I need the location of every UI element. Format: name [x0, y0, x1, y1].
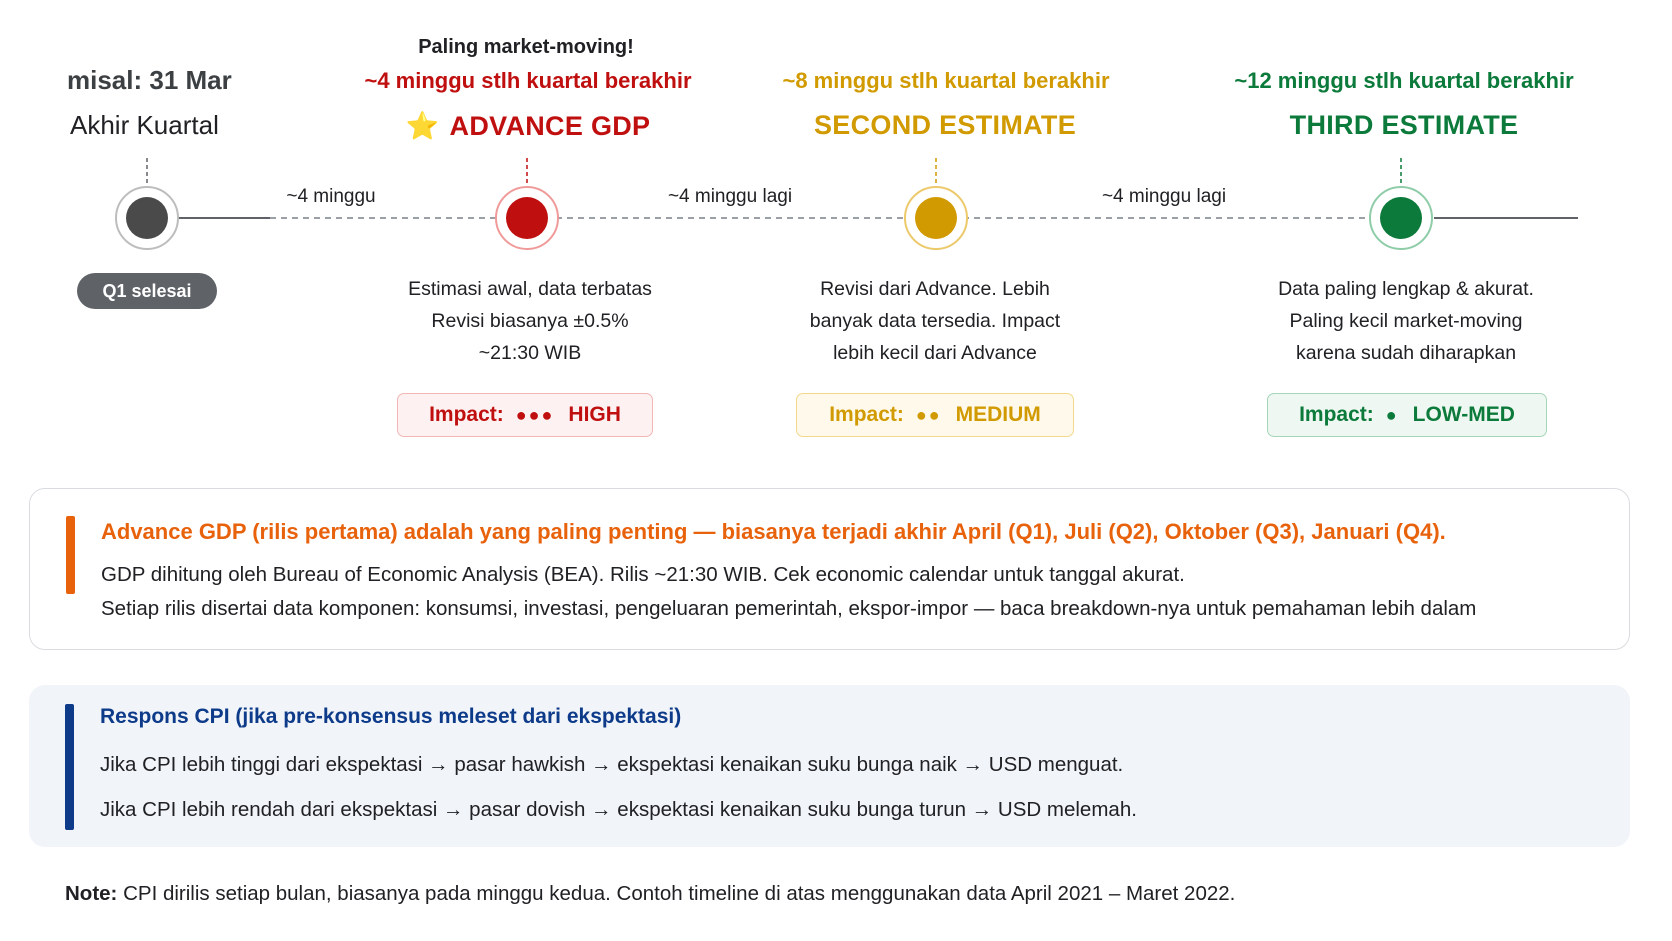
advance-name: ADVANCE GDP	[449, 111, 651, 141]
second-desc-line: Revisi dari Advance. Lebih	[820, 278, 1050, 300]
gap-label-3: ~4 minggu lagi	[1101, 186, 1227, 207]
footnote	[65, 882, 1235, 906]
advance-desc-line: ~21:30 WIB	[478, 342, 582, 364]
second-title: SECOND ESTIMATE	[813, 110, 1077, 140]
start-label: Akhir Kuartal	[70, 110, 219, 140]
impact-dots: ●●	[915, 404, 942, 425]
accent-bar	[65, 704, 74, 830]
second-desc-line: lebih kecil dari Advance	[833, 342, 1037, 364]
footnote-label: Note:	[65, 882, 118, 905]
advance-callout-heading: Advance GDP (rilis pertama) adalah yang paling penting — biasanya terjadi akhir April (Q1), Juli (Q2), Oktober (Q3), Januari (Q4).	[101, 519, 1446, 544]
advance-desc-line: Estimasi awal, data terbatas	[408, 278, 652, 300]
impact-level: LOW-MED	[1412, 403, 1515, 426]
third-desc-line: Paling kecil market-moving	[1289, 310, 1523, 332]
third-desc-line: Data paling lengkap & akurat.	[1278, 278, 1534, 300]
second-desc	[810, 273, 1060, 369]
impact-label: Impact:	[829, 403, 904, 426]
impact-level: HIGH	[568, 403, 621, 426]
cpi-callout-line: Jika CPI lebih tinggi dari ekspektasi → pasar hawkish → ekspektasi kenaikan suku bunga naik → USD menguat.	[100, 753, 1124, 776]
third-desc	[1278, 273, 1534, 369]
third-impact-badge	[1267, 393, 1547, 437]
advance-desc	[408, 273, 652, 369]
impact-level: MEDIUM	[955, 403, 1041, 426]
cpi-callout-line: Jika CPI lebih rendah dari ekspektasi → pasar dovish → ekspektasi kenaikan suku bunga turun → USD melemah.	[100, 798, 1137, 821]
footnote-text: CPI dirilis setiap bulan, biasanya pada minggu kedua. Contoh timeline di atas menggunakan data April 2021 – Maret 2022.	[117, 882, 1236, 905]
advance-title	[406, 110, 651, 142]
third-timing: ~12 minggu stlh kuartal berakhir	[1234, 68, 1574, 93]
q1-badge: Q1 selesai	[77, 273, 217, 309]
second-impact-badge	[796, 393, 1074, 437]
cpi-callout	[29, 685, 1630, 847]
node-third	[1370, 187, 1432, 249]
cpi-callout-heading: Respons CPI (jika pre-konsensus meleset dari ekspektasi)	[100, 705, 682, 728]
impact-dots: ●●●	[515, 404, 555, 425]
star-icon: ⭐	[405, 111, 440, 141]
node-q1	[116, 187, 178, 249]
third-desc-line: karena sudah diharapkan	[1295, 342, 1517, 364]
node-advance	[496, 187, 558, 249]
impact-label: Impact:	[429, 403, 504, 426]
advance-desc-line: Revisi biasanya ±0.5%	[431, 310, 629, 332]
advance-callout-line: Setiap rilis disertai data komponen: konsumsi, investasi, pengeluaran pemerintah, ekspor-impor — baca breakdown-nya untuk pemahaman lebih dalam	[101, 597, 1477, 620]
gap-label-2: ~4 minggu lagi	[667, 186, 793, 207]
advance-impact-badge	[397, 393, 653, 437]
advance-callout-line: GDP dihitung oleh Bureau of Economic Analysis (BEA). Rilis ~21:30 WIB. Cek economic calendar untuk tanggal akurat.	[101, 563, 1185, 586]
advance-timing: ~4 minggu stlh kuartal berakhir	[364, 68, 692, 93]
accent-bar	[66, 516, 75, 594]
start-date: misal: 31 Mar	[67, 65, 232, 95]
third-title: THIRD ESTIMATE	[1289, 110, 1519, 140]
second-desc-line: banyak data tersedia. Impact	[809, 310, 1061, 332]
impact-label: Impact:	[1299, 403, 1374, 426]
impact-dots: ●	[1385, 404, 1399, 425]
advance-callout	[29, 488, 1630, 650]
node-second	[905, 187, 967, 249]
second-timing: ~8 minggu stlh kuartal berakhir	[782, 68, 1110, 93]
advance-pre-label: Paling market-moving!	[418, 36, 634, 58]
gap-label-1: ~4 minggu	[286, 186, 376, 207]
